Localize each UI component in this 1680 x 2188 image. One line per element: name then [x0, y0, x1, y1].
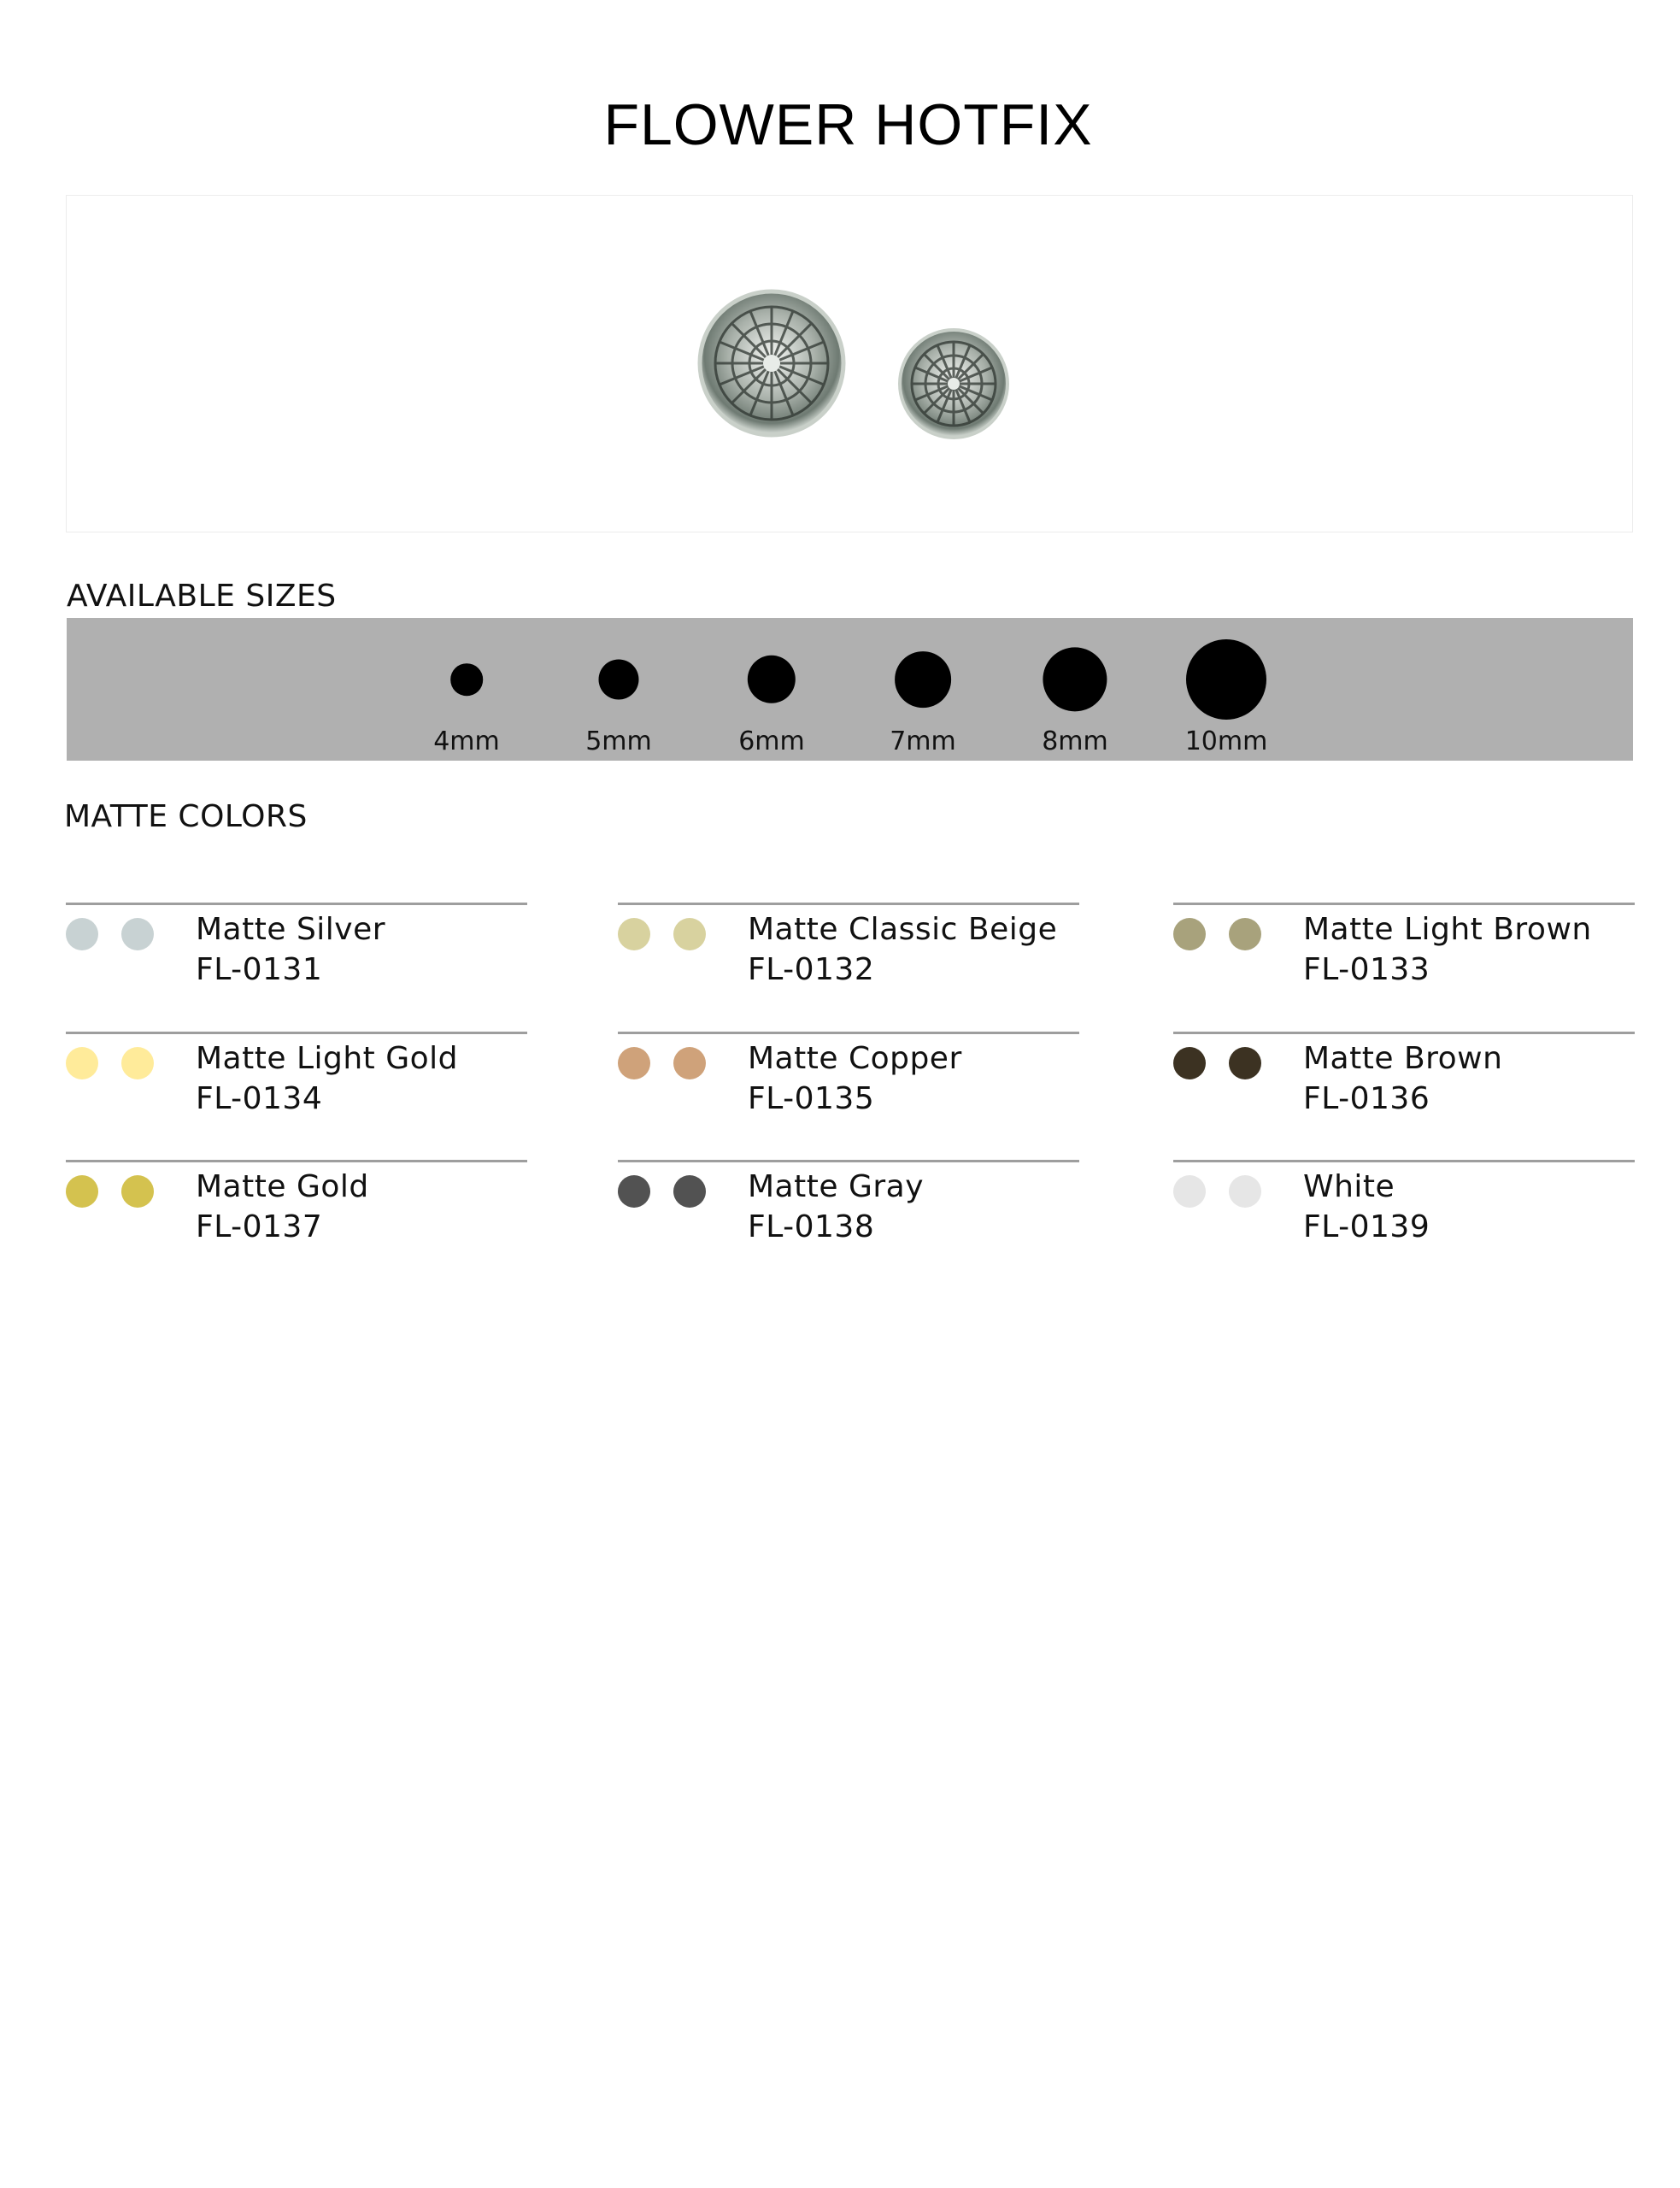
- color-swatch: [1229, 1175, 1261, 1208]
- size-dot-6mm: [748, 656, 796, 703]
- color-item: [1173, 1160, 1635, 1254]
- divider: [618, 903, 1079, 905]
- color-code: FL-0133: [1303, 952, 1430, 987]
- divider: [66, 1160, 527, 1162]
- size-label: 5mm: [585, 726, 652, 756]
- color-swatch: [66, 1175, 98, 1208]
- size-dot-5mm: [599, 660, 639, 700]
- color-name: Matte Classic Beige: [748, 912, 1058, 947]
- color-code: FL-0138: [748, 1209, 875, 1244]
- divider: [1173, 1032, 1635, 1034]
- flower-rhinestone-icon: [67, 196, 1634, 533]
- color-item: [66, 1160, 527, 1254]
- color-code: FL-0139: [1303, 1209, 1430, 1244]
- product-image-frame: [66, 195, 1633, 532]
- color-code: FL-0136: [1303, 1081, 1430, 1116]
- color-name: Matte Copper: [748, 1041, 962, 1076]
- color-code: FL-0131: [196, 952, 323, 987]
- color-swatch: [1173, 1175, 1206, 1208]
- divider: [1173, 1160, 1635, 1162]
- color-name: Matte Light Gold: [196, 1041, 459, 1076]
- color-item: [618, 1160, 1079, 1254]
- color-swatch: [618, 1175, 650, 1208]
- color-code: FL-0135: [748, 1081, 875, 1116]
- size-dot-4mm: [450, 663, 483, 696]
- color-swatch: [673, 1047, 706, 1079]
- large-stone: [700, 291, 843, 435]
- color-swatch: [1173, 918, 1206, 950]
- color-item: [1173, 903, 1635, 997]
- color-item: [618, 1032, 1079, 1126]
- color-swatch: [673, 918, 706, 950]
- color-name: Matte Brown: [1303, 1041, 1503, 1076]
- small-stone: [900, 330, 1007, 438]
- color-swatch: [673, 1175, 706, 1208]
- color-swatch: [121, 1175, 154, 1208]
- color-name: Matte Gold: [196, 1169, 369, 1204]
- color-swatch: [66, 918, 98, 950]
- size-dot-10mm: [1186, 639, 1266, 720]
- sizes-band: [67, 618, 1633, 761]
- color-code: FL-0134: [196, 1081, 323, 1116]
- color-name: White: [1303, 1169, 1395, 1204]
- size-dot-7mm: [895, 651, 951, 708]
- color-code: FL-0137: [196, 1209, 323, 1244]
- available-sizes-heading: AVAILABLE SIZES: [67, 579, 337, 614]
- size-label: 7mm: [890, 726, 956, 756]
- matte-colors-heading: MATTE COLORS: [64, 799, 308, 834]
- size-dot-8mm: [1043, 647, 1107, 711]
- color-swatch: [1173, 1047, 1206, 1079]
- divider: [66, 903, 527, 905]
- size-label: 6mm: [738, 726, 805, 756]
- color-swatch: [1229, 918, 1261, 950]
- color-swatch: [121, 1047, 154, 1079]
- color-name: Matte Light Brown: [1303, 912, 1592, 947]
- color-name: Matte Gray: [748, 1169, 925, 1204]
- color-code: FL-0132: [748, 952, 875, 987]
- color-item: [66, 903, 527, 997]
- color-item: [66, 1032, 527, 1126]
- divider: [618, 1160, 1079, 1162]
- color-swatch: [1229, 1047, 1261, 1079]
- size-label: 8mm: [1042, 726, 1108, 756]
- divider: [66, 1032, 527, 1034]
- divider: [618, 1032, 1079, 1034]
- size-label: 4mm: [433, 726, 500, 756]
- page-title: FLOWER HOTFIX: [603, 92, 1093, 157]
- size-label: 10mm: [1184, 726, 1268, 756]
- color-swatch: [121, 918, 154, 950]
- color-swatch: [66, 1047, 98, 1079]
- divider: [1173, 903, 1635, 905]
- color-item: [1173, 1032, 1635, 1126]
- color-swatch: [618, 918, 650, 950]
- color-name: Matte Silver: [196, 912, 386, 947]
- color-item: [618, 903, 1079, 997]
- color-swatch: [618, 1047, 650, 1079]
